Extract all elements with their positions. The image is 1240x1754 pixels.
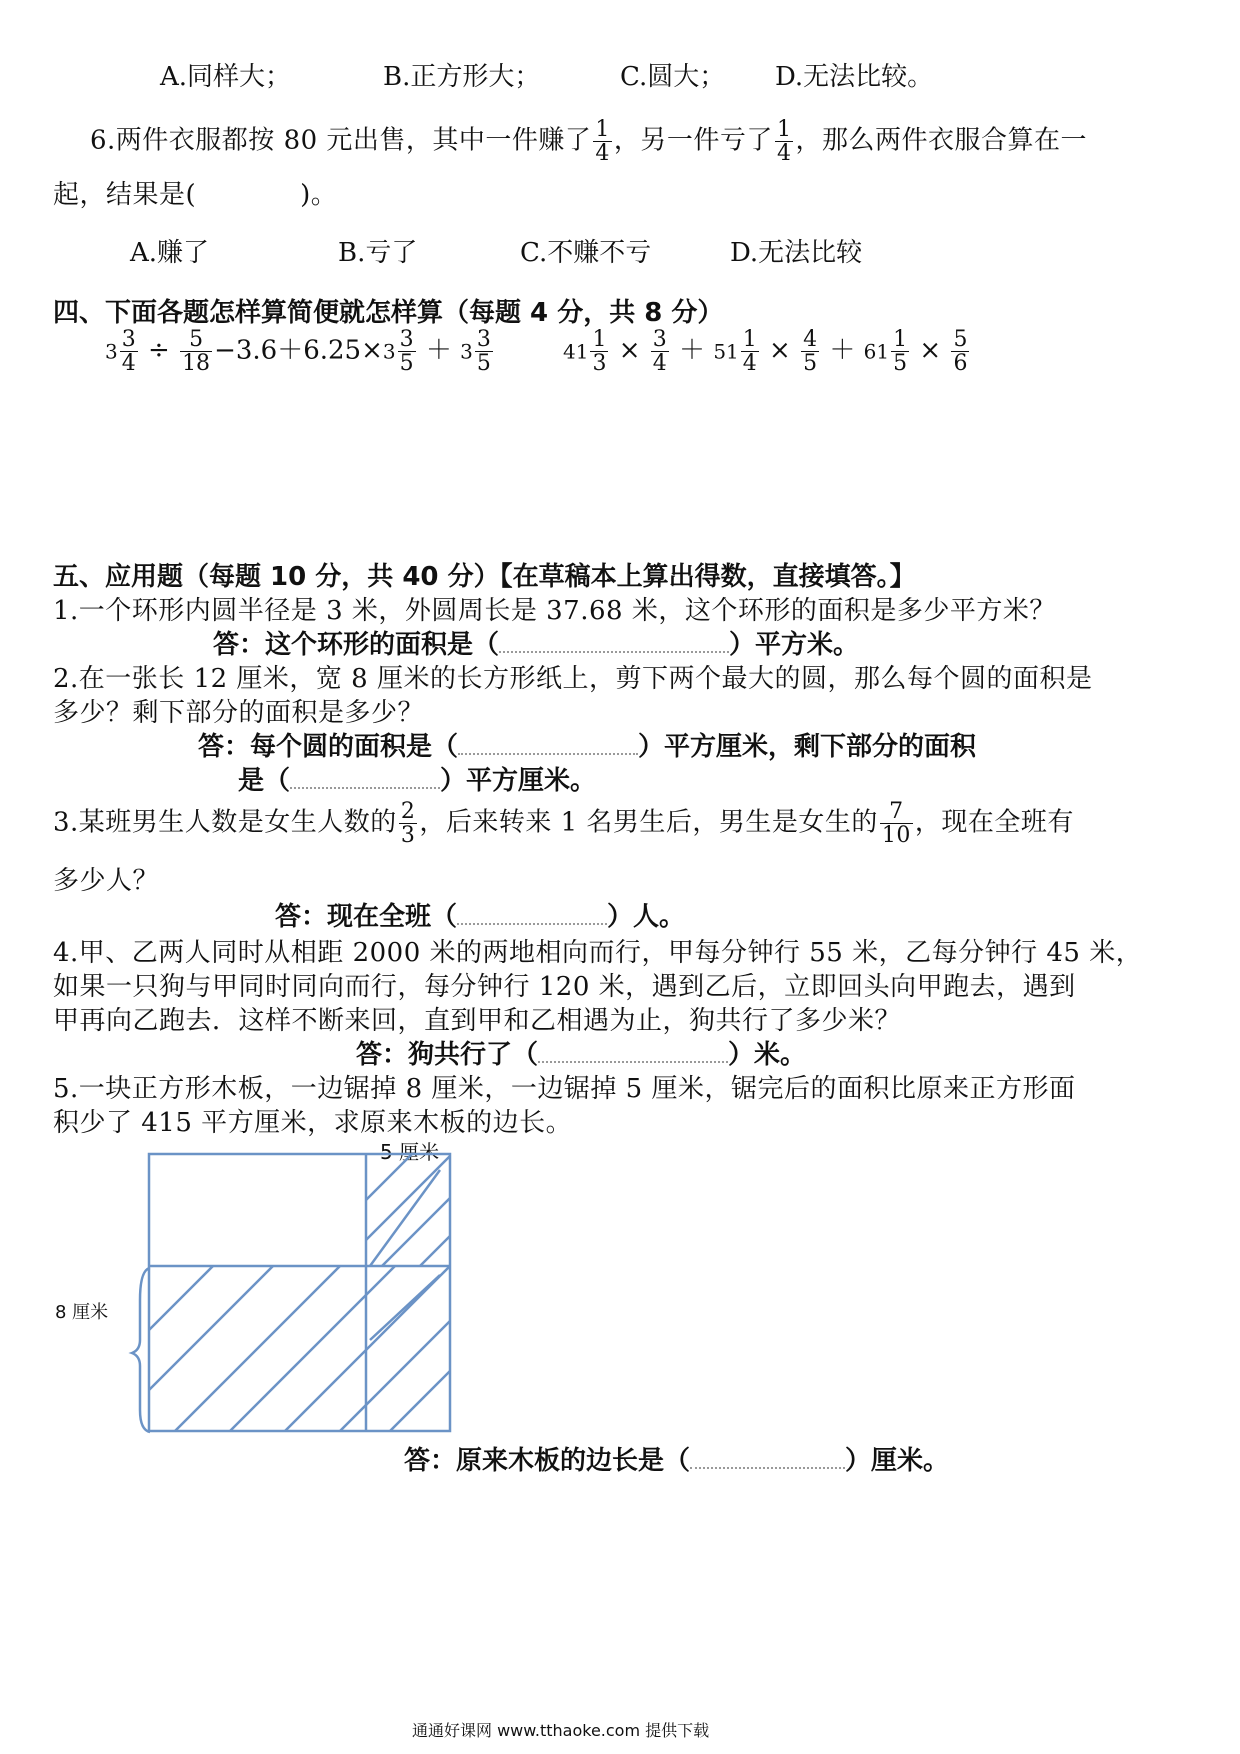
- original-board-outline: [149, 1154, 450, 1431]
- problem4-answer: 答：狗共行了（ ）米。: [356, 1040, 807, 1070]
- q5-option-d: D.无法比较。: [775, 62, 934, 92]
- q5-option-b: B.正方形大；: [383, 62, 541, 92]
- problem2-line1: 2.在一张长 12 厘米，宽 8 厘米的长方形纸上，剪下两个最大的圆，那么每个圆的面积是: [53, 664, 1093, 694]
- problem3-fraction-2: $\frac{7}{10}$: [881, 799, 911, 849]
- q6-option-b: B.亏了: [338, 238, 418, 268]
- q6-line2: 起，结果是( )。: [53, 180, 338, 210]
- hatch-bottom: [149, 1266, 450, 1431]
- q5-option-a: A.同样大；: [160, 62, 292, 92]
- q5-option-c: C.圆大；: [620, 62, 726, 92]
- footer-watermark: 通通好课网 www.tthaoke.com 提供下载: [412, 1721, 710, 1740]
- label-5cm: 5 厘米: [380, 1140, 440, 1164]
- board-diagram: [120, 1140, 465, 1440]
- q6-fraction-2: $\frac{1}{4}$: [776, 117, 792, 167]
- problem2-line2: 多少？剩下部分的面积是多少？: [53, 698, 425, 728]
- problem4-line2: 如果一只狗与甲同时同向而行，每分钟行 120 米，遇到乙后，立即回头向甲跑去，遇到: [53, 972, 1076, 1002]
- expression-1: 3 $\frac{3}{4}$ ÷ $\frac{5}{18}$ −3.6＋6.25×3 $\frac{3}{5}$ ＋ 3 $\frac{3}{5}$: [105, 327, 491, 377]
- hatch-right: [366, 1154, 450, 1266]
- problem3-line2: 多少人？: [53, 866, 160, 896]
- problem5-line1: 5.一块正方形木板，一边锯掉 8 厘米，一边锯掉 5 厘米，锯完后的面积比原来正方形面: [53, 1074, 1076, 1104]
- expression-2: 41 $\frac{1}{3}$ × $\frac{3}{4}$ ＋ 51 $\frac{1}{4}$ × $\frac{4}{5}$ ＋ 61 $\frac{1}{5}$ × $\frac{5}{6}$: [563, 327, 968, 377]
- section5-title: 五、应用题（每题 10 分，共 40 分）【在草稿本上算出得数，直接填答。】: [53, 562, 916, 592]
- problem4-line1: 4.甲、乙两人同时从相距 2000 米的两地相向而行，甲每分钟行 55 米，乙每分钟行 45 米，: [53, 938, 1143, 968]
- problem2-answer-line1: 答：每个圆的面积是（ ）平方厘米，剩下部分的面积: [198, 732, 977, 762]
- problem4-line3: 甲再向乙跑去．这样不断来回，直到甲和乙相遇为止，狗共行了多少米？: [53, 1006, 902, 1036]
- problem3-line1: 3.某班男生人数是女生人数的 $\frac{2}{3}$ ，后来转来 1 名男生后，男生是女生的 $\frac{7}{10}$ ，现在全班有: [53, 799, 1074, 849]
- problem3-fraction-1: $\frac{2}{3}$: [400, 799, 416, 849]
- problem5-line2: 积少了 415 平方厘米，求原来木板的边长。: [53, 1108, 573, 1138]
- problem1-answer: 答：这个环形的面积是（ ）平方米。: [213, 630, 860, 660]
- problem5-answer: 答：原来木板的边长是（ ）厘米。: [404, 1446, 950, 1476]
- left-brace: [132, 1268, 150, 1432]
- problem3-answer: 答：现在全班（ ）人。: [275, 902, 686, 932]
- problem1-text: 1.一个环形内圆半径是 3 米，外圆周长是 37.68 米，这个环形的面积是多少平方米？: [53, 596, 1056, 626]
- problem2-answer-line2: 是（ ）平方厘米。: [238, 766, 597, 796]
- q6-option-d: D.无法比较: [730, 238, 863, 268]
- q6-fraction-1: $\frac{1}{4}$: [595, 117, 610, 167]
- q6-option-a: A.赚了: [130, 238, 210, 268]
- q6-line1: 6.两件衣服都按 80 元出售，其中一件赚了 $\frac{1}{4}$ ，另一件亏了 $\frac{1}{4}$ ，那么两件衣服合算在一: [90, 117, 1087, 167]
- section4-title: 四、下面各题怎样算简便就怎样算（每题 4 分，共 8 分）: [53, 298, 724, 328]
- q6-option-c: C.不赚不亏: [520, 238, 652, 268]
- label-8cm: 8 厘米: [55, 1302, 109, 1323]
